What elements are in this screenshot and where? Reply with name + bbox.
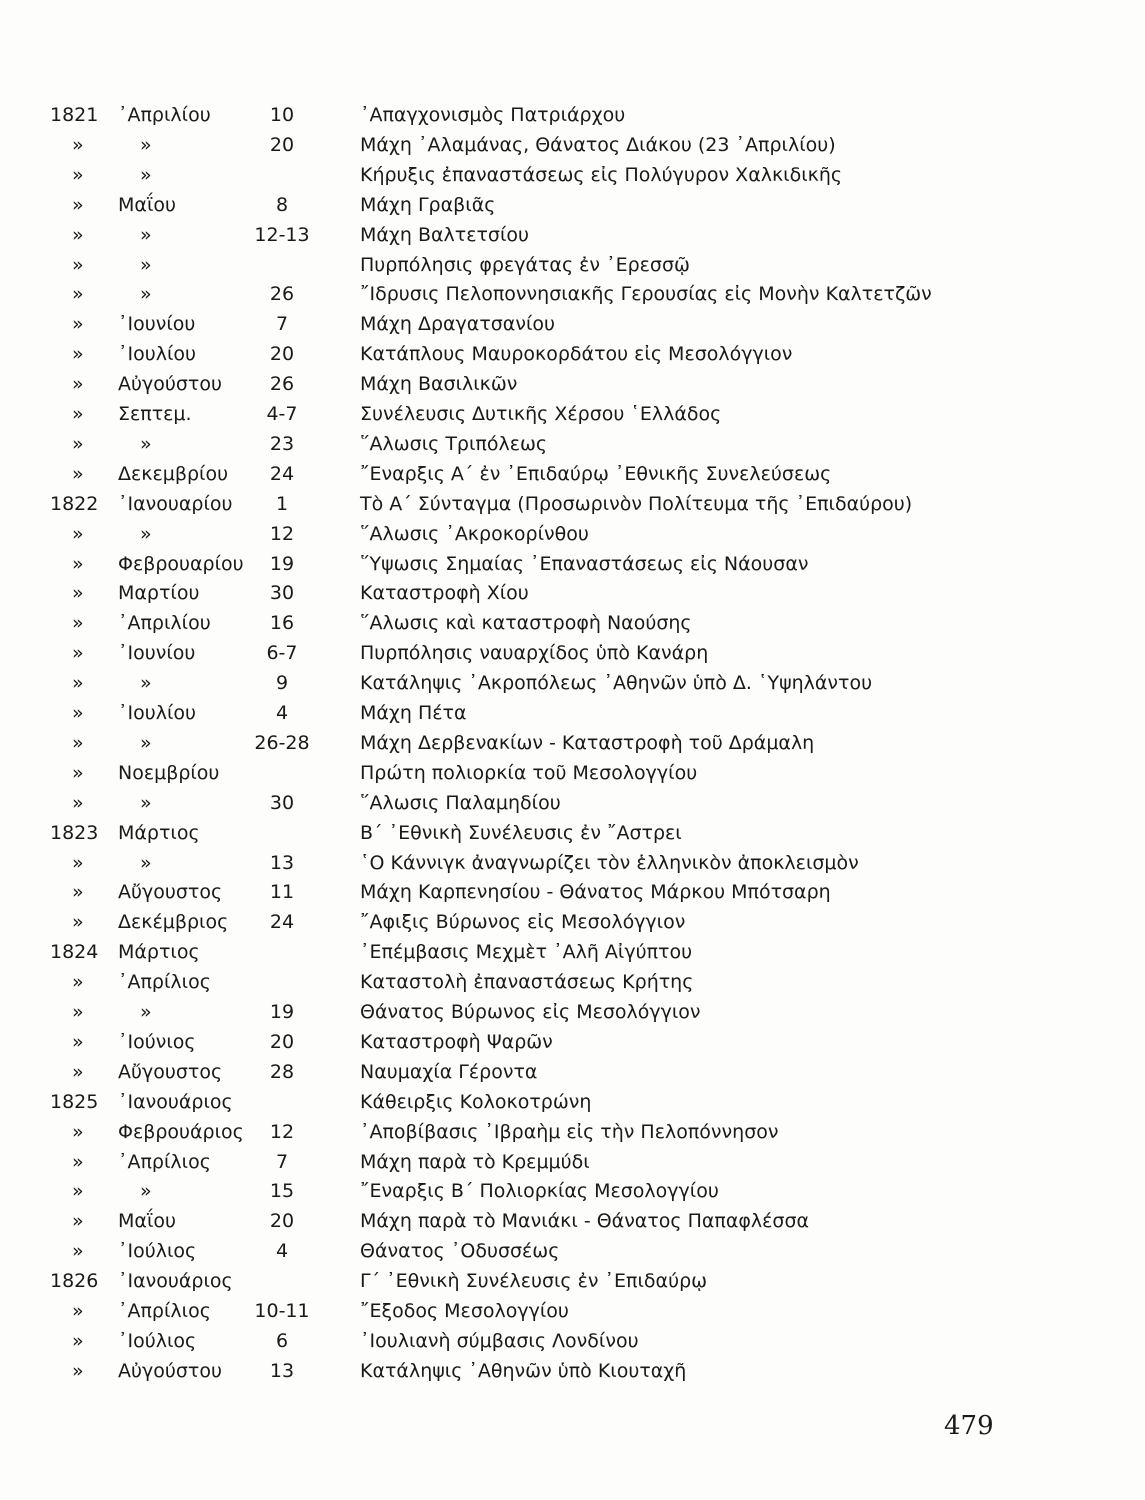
ditto-mark-month: » (140, 223, 152, 246)
month-cell: ᾿Ιανουαρίου (118, 492, 233, 515)
month-cell: Νοεμβρίου (118, 761, 220, 784)
event-cell: Μάχη Δραγατσανίου (360, 313, 555, 336)
month-cell: Φεβρουάριος (118, 1120, 244, 1143)
timeline-row (0, 967, 1145, 997)
ditto-mark-month: » (140, 672, 152, 695)
event-cell: Μάχη ᾿Αλαμάνας, Θάνατος Διάκου (23 ᾿Απριλίου) (360, 133, 836, 156)
ditto-mark-year: » (72, 1210, 84, 1233)
month-cell: ᾿Ιουλίου (118, 343, 197, 366)
ditto-mark-year: » (72, 133, 84, 156)
event-cell: ῞Υψωσις Σημαίας ᾿Επαναστάσεως εἰς Νάουσαν (360, 552, 809, 575)
timeline-row (0, 1147, 1145, 1177)
timeline-row (0, 1176, 1145, 1206)
day-cell: 15 (269, 1180, 295, 1203)
year-cell: 1826 (50, 1270, 99, 1293)
ditto-mark-month: » (140, 283, 152, 306)
timeline-row (0, 1236, 1145, 1266)
day-cell: 26-28 (254, 731, 310, 754)
month-cell: Φεβρουαρίου (118, 552, 244, 575)
day-cell: 30 (269, 791, 295, 814)
ditto-mark-year: » (72, 642, 84, 665)
timeline-row (0, 698, 1145, 728)
event-cell: ῞Αλωσις Τριπόλεως (360, 432, 548, 455)
month-cell: ᾿Απρίλιος (118, 1300, 211, 1322)
day-cell: 24 (269, 911, 295, 934)
month-cell: Μάρτιος (118, 821, 200, 844)
day-cell: 6 (275, 1329, 289, 1352)
day-cell: 16 (269, 612, 295, 635)
ditto-mark-year: » (72, 223, 84, 246)
event-cell: Καταστολὴ ἐπαναστάσεως Κρήτης (360, 971, 694, 994)
timeline-row (0, 937, 1145, 967)
timeline-row (0, 907, 1145, 937)
timeline-row (0, 877, 1145, 907)
day-cell: 8 (275, 193, 289, 216)
month-cell: Αὔγουστος (118, 1060, 223, 1083)
timeline-row (0, 309, 1145, 339)
ditto-mark-year: » (72, 432, 84, 455)
day-cell: 20 (269, 1030, 295, 1053)
day-cell: 20 (269, 1210, 295, 1233)
ditto-mark-month: » (140, 791, 152, 814)
month-cell: Δεκέμβριος (118, 911, 229, 934)
event-cell: Τὸ Α΄ Σύνταγμα (Προσωρινὸν Πολίτευμα τῆς ᾿Επιδαύρου) (360, 492, 913, 515)
ditto-mark-year: » (72, 851, 84, 874)
timeline-row (0, 1027, 1145, 1057)
timeline-row (0, 1087, 1145, 1117)
event-cell: ῞Αλωσις καὶ καταστροφὴ Ναούσης (360, 612, 692, 635)
month-cell: ᾿Ιανουάριος (118, 1270, 233, 1293)
timeline-row (0, 1266, 1145, 1296)
event-cell: ῎Εναρξις Β΄ Πολιορκίας Μεσολογγίου (360, 1180, 719, 1203)
month-cell: ᾿Ιούλιος (118, 1329, 197, 1352)
timeline-row (0, 1117, 1145, 1147)
month-cell: Αὔγουστος (118, 881, 223, 904)
ditto-mark-year: » (72, 881, 84, 904)
ditto-mark-year: » (72, 702, 84, 724)
ditto-mark-month: » (140, 1180, 152, 1203)
timeline-row (0, 1356, 1145, 1386)
ditto-mark-year: » (72, 1240, 84, 1263)
day-cell: 7 (275, 313, 289, 336)
event-cell: Καταστροφὴ Ψαρῶν (360, 1030, 553, 1053)
ditto-mark-year: » (72, 1329, 84, 1352)
ditto-mark-month: » (140, 163, 152, 186)
ditto-mark-year: » (72, 462, 84, 485)
year-cell: 1822 (50, 492, 99, 515)
timeline-row (0, 848, 1145, 878)
event-cell: Μάχη Βαλτετσίου (360, 223, 530, 246)
timeline-row (0, 758, 1145, 788)
ditto-mark-year: » (72, 1001, 84, 1023)
event-cell: Μάχη Δερβενακίων - Καταστροφὴ τοῦ Δράμαλη (360, 731, 815, 754)
timeline-row (0, 519, 1145, 549)
timeline-row (0, 130, 1145, 160)
event-cell: Γ΄ ᾿Εθνικὴ Συνέλευσις ἐν ᾿Επιδαύρῳ (360, 1270, 708, 1293)
ditto-mark-year: » (72, 522, 84, 545)
month-cell: ᾿Απρίλιος (118, 971, 211, 994)
timeline-row (0, 728, 1145, 758)
event-cell: ῞Αλωσις Παλαμηδίου (360, 791, 561, 814)
month-cell: ᾿Ιανουάριος (118, 1090, 233, 1113)
timeline-row (0, 429, 1145, 459)
timeline-row (0, 578, 1145, 608)
event-cell: Μάχη Πέτα (360, 702, 467, 724)
event-cell: Κήρυξις ἐπαναστάσεως εἰς Πολύγυρον Χαλκιδικῆς (360, 163, 843, 186)
day-cell: 11 (269, 881, 295, 904)
ditto-mark-month: » (140, 731, 152, 754)
month-cell: ᾿Ιουνίου (118, 313, 196, 336)
timeline-row (0, 1206, 1145, 1236)
day-cell: 10-11 (254, 1300, 310, 1322)
event-cell: ᾿Απαγχονισμὸς Πατριάρχου (360, 104, 626, 126)
timeline-row (0, 160, 1145, 190)
event-cell: ᾿Ιουλιανὴ σύμβασις Λονδίνου (360, 1329, 639, 1352)
year-cell: 1821 (50, 104, 99, 126)
day-cell: 7 (275, 1150, 289, 1173)
event-cell: Κάθειρξις Κολοκοτρώνη (360, 1090, 592, 1113)
month-cell: ᾿Απριλίου (118, 612, 211, 635)
ditto-mark-year: » (72, 1150, 84, 1173)
ditto-mark-year: » (72, 373, 84, 396)
page-number: 479 (944, 1411, 994, 1441)
day-cell: 20 (269, 343, 295, 366)
timeline-row (0, 459, 1145, 489)
event-cell: Πυρπόλησις ναυαρχίδος ὑπὸ Κανάρη (360, 642, 709, 665)
ditto-mark-year: » (72, 1060, 84, 1083)
timeline-row (0, 279, 1145, 309)
ditto-mark-year: » (72, 163, 84, 186)
month-cell: ᾿Ιουνίου (118, 642, 196, 665)
timeline-row (0, 1057, 1145, 1087)
day-cell: 4-7 (266, 403, 298, 425)
ditto-mark-year: » (72, 253, 84, 276)
ditto-mark-year: » (72, 1120, 84, 1143)
day-cell: 4 (275, 702, 289, 724)
day-cell: 28 (269, 1060, 295, 1083)
event-cell: Μάχη Καρπενησίου - Θάνατος Μάρκου Μπότσαρη (360, 881, 831, 904)
day-cell: 19 (269, 1001, 295, 1023)
event-cell: Μάχη Γραβιᾶς (360, 193, 496, 216)
ditto-mark-year: » (72, 761, 84, 784)
month-cell: Σεπτεμ. (118, 403, 192, 425)
month-cell: Αὐγούστου (118, 1359, 222, 1382)
day-cell: 10 (269, 104, 295, 126)
day-cell: 12-13 (254, 223, 310, 246)
event-cell: Πυρπόλησις φρεγάτας ἐν ᾿Ερεσσῷ (360, 253, 690, 276)
ditto-mark-month: » (140, 851, 152, 874)
day-cell: 4 (275, 1240, 289, 1263)
event-cell: ῞Αλωσις ᾿Ακροκορίνθου (360, 522, 589, 545)
year-cell: 1824 (50, 941, 99, 964)
event-cell: ῾Ο Κάννιγκ ἀναγνωρίζει τὸν ἑλληνικὸν ἀποκλεισμὸν (360, 851, 859, 874)
ditto-mark-month: » (140, 253, 152, 276)
ditto-mark-year: » (72, 1030, 84, 1053)
month-cell: Αὐγούστου (118, 373, 222, 396)
timeline-row (0, 818, 1145, 848)
timeline-row (0, 250, 1145, 280)
event-cell: Καταστροφὴ Χίου (360, 582, 529, 605)
month-cell: ᾿Ιουλίου (118, 702, 197, 724)
timeline-row (0, 339, 1145, 369)
timeline-row (0, 220, 1145, 250)
ditto-mark-year: » (72, 731, 84, 754)
ditto-mark-year: » (72, 1300, 84, 1322)
ditto-mark-year: » (72, 971, 84, 994)
timeline-row (0, 100, 1145, 130)
ditto-mark-month: » (140, 1001, 152, 1023)
ditto-mark-month: » (140, 432, 152, 455)
timeline-row (0, 549, 1145, 579)
ditto-mark-year: » (72, 343, 84, 366)
event-cell: Β΄ ᾿Εθνικὴ Συνέλευσις ἐν ῎Αστρει (360, 821, 682, 844)
event-cell: Μάχη παρὰ τὸ Κρεμμύδι (360, 1150, 590, 1173)
ditto-mark-month: » (140, 133, 152, 156)
year-cell: 1825 (50, 1090, 99, 1113)
event-cell: ᾿Επέμβασις Μεχμὲτ ᾿Αλῆ Αἰγύπτου (360, 941, 693, 964)
ditto-mark-year: » (72, 313, 84, 336)
day-cell: 9 (275, 672, 289, 695)
ditto-mark-year: » (72, 552, 84, 575)
day-cell: 23 (269, 432, 295, 455)
event-cell: Κατάληψις ᾿Ακροπόλεως ᾿Αθηνῶν ὑπὸ Δ. ῾Υψηλάντου (360, 672, 873, 695)
day-cell: 12 (269, 1120, 295, 1143)
timeline-row (0, 788, 1145, 818)
day-cell: 30 (269, 582, 295, 605)
day-cell: 20 (269, 133, 295, 156)
ditto-mark-year: » (72, 582, 84, 605)
day-cell: 26 (269, 283, 295, 306)
month-cell: Μαΐου (118, 193, 176, 216)
day-cell: 13 (269, 851, 295, 874)
ditto-mark-year: » (72, 612, 84, 635)
month-cell: Μαρτίου (118, 582, 200, 605)
event-cell: ᾿Αποβίβασις ᾿Ιβραὴμ εἰς τὴν Πελοπόννησον (360, 1120, 779, 1143)
event-cell: Ναυμαχία Γέροντα (360, 1060, 538, 1083)
event-cell: Μάχη Βασιλικῶν (360, 373, 518, 396)
month-cell: Δεκεμβρίου (118, 462, 229, 485)
event-cell: Πρώτη πολιορκία τοῦ Μεσολογγίου (360, 761, 698, 784)
timeline-row (0, 608, 1145, 638)
day-cell: 1 (275, 492, 289, 515)
event-cell: Θάνατος Βύρωνος εἰς Μεσολόγγιον (360, 1001, 701, 1023)
month-cell: ᾿Ιούνιος (118, 1030, 196, 1053)
event-cell: Συνέλευσις Δυτικῆς Χέρσου ῾Ελλάδος (360, 403, 722, 425)
day-cell: 19 (269, 552, 295, 575)
ditto-mark-year: » (72, 1180, 84, 1203)
day-cell: 6-7 (266, 642, 298, 665)
timeline-row (0, 190, 1145, 220)
timeline-row (0, 668, 1145, 698)
day-cell: 26 (269, 373, 295, 396)
timeline-row (0, 1326, 1145, 1356)
ditto-mark-year: » (72, 283, 84, 306)
year-cell: 1823 (50, 821, 99, 844)
event-cell: Κατάληψις ᾿Αθηνῶν ὑπὸ Κιουταχῆ (360, 1359, 687, 1382)
event-cell: ῎Ιδρυσις Πελοποννησιακῆς Γερουσίας εἰς Μονὴν Καλτετζῶν (360, 283, 932, 306)
timeline-row (0, 369, 1145, 399)
timeline-row (0, 997, 1145, 1027)
timeline-row (0, 1296, 1145, 1326)
month-cell: Μαΐου (118, 1210, 176, 1233)
month-cell: Μάρτιος (118, 941, 200, 964)
ditto-mark-year: » (72, 403, 84, 425)
ditto-mark-year: » (72, 193, 84, 216)
day-cell: 12 (269, 522, 295, 545)
ditto-mark-year: » (72, 791, 84, 814)
ditto-mark-year: » (72, 1359, 84, 1382)
event-cell: Μάχη παρὰ τὸ Μανιάκι - Θάνατος Παπαφλέσσα (360, 1210, 810, 1233)
event-cell: Θάνατος ᾿Οδυσσέως (360, 1240, 560, 1263)
day-cell: 24 (269, 462, 295, 485)
ditto-mark-year: » (72, 911, 84, 934)
event-cell: ῎Εξοδος Μεσολογγίου (360, 1300, 569, 1322)
ditto-mark-year: » (72, 672, 84, 695)
event-cell: Κατάπλους Μαυροκορδάτου εἰς Μεσολόγγιον (360, 343, 793, 366)
ditto-mark-month: » (140, 522, 152, 545)
month-cell: ᾿Απρίλιος (118, 1150, 211, 1173)
month-cell: ᾿Απριλίου (118, 104, 211, 126)
day-cell: 13 (269, 1359, 295, 1382)
timeline-row (0, 489, 1145, 519)
event-cell: ῎Εναρξις Α΄ ἐν ᾿Επιδαύρῳ ᾿Εθνικῆς Συνελεύσεως (360, 462, 832, 485)
timeline-row (0, 399, 1145, 429)
event-cell: ῎Αφιξις Βύρωνος εἰς Μεσολόγγιον (360, 911, 686, 934)
month-cell: ᾿Ιούλιος (118, 1240, 197, 1263)
timeline-row (0, 638, 1145, 668)
